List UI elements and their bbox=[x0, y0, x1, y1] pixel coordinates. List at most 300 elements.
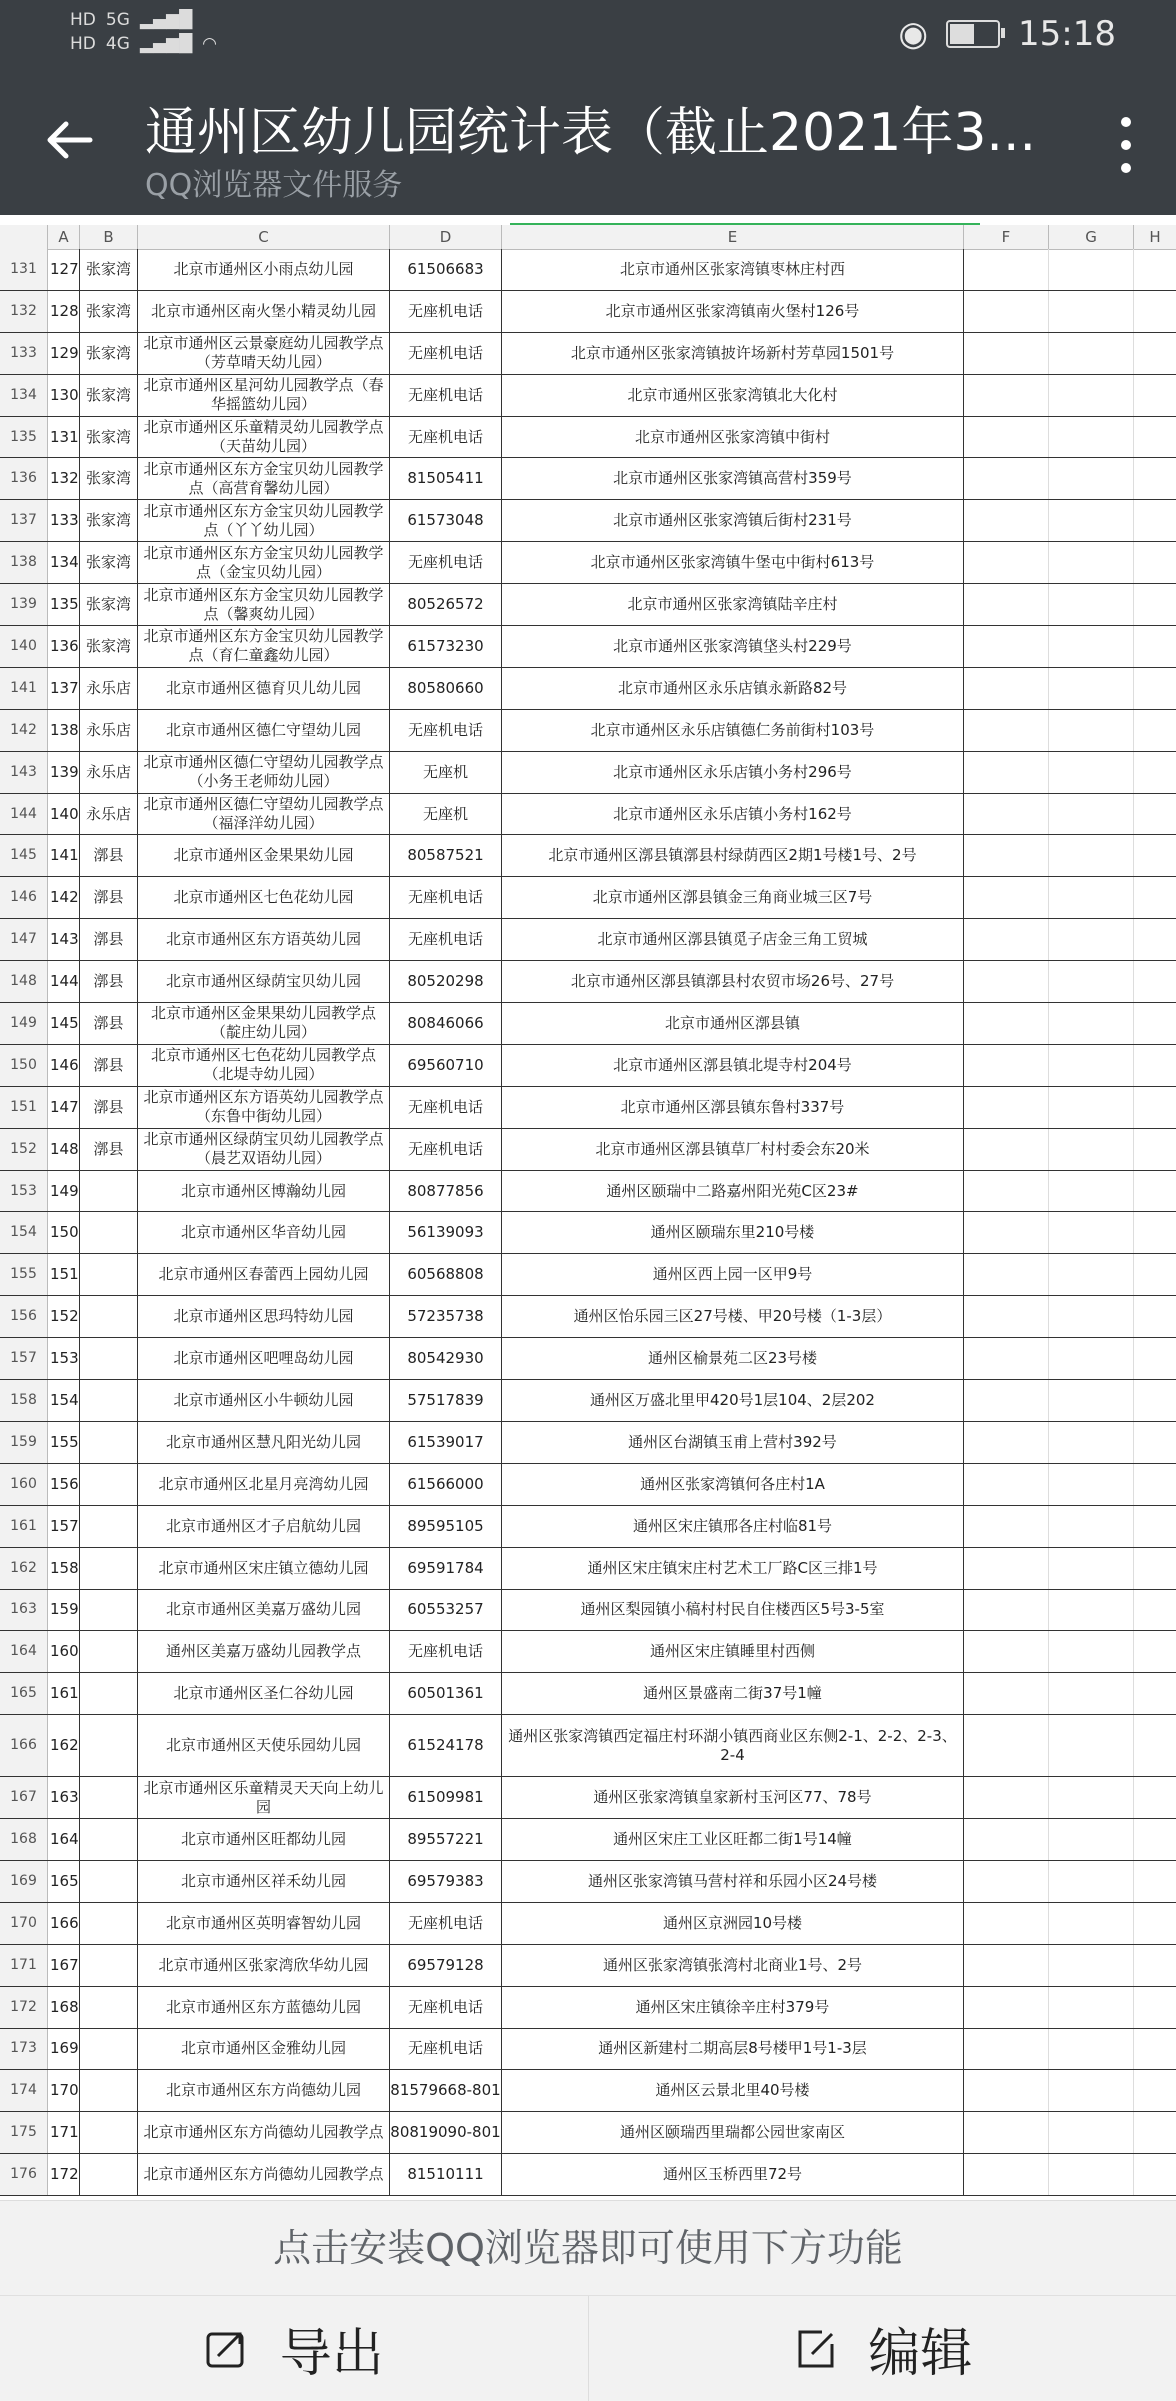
row-header[interactable]: 139 bbox=[0, 584, 48, 625]
cell-c[interactable]: 北京市通州区金果果幼儿园教学点（靛庄幼儿园） bbox=[138, 1003, 390, 1044]
cell-h[interactable] bbox=[1134, 1212, 1176, 1253]
row-header[interactable]: 155 bbox=[0, 1254, 48, 1295]
row-header[interactable]: 158 bbox=[0, 1380, 48, 1421]
cell-c[interactable]: 北京市通州区东方金宝贝幼儿园教学点（丫丫幼儿园） bbox=[138, 500, 390, 541]
table-row[interactable] bbox=[0, 249, 1176, 291]
cell-h[interactable] bbox=[1134, 1422, 1176, 1463]
cell-d[interactable]: 80520298 bbox=[390, 961, 502, 1002]
cell-e[interactable]: 北京市通州区张家湾镇中街村 bbox=[502, 417, 964, 458]
cell-f[interactable] bbox=[964, 1380, 1049, 1421]
export-button[interactable] bbox=[0, 2296, 588, 2401]
row-header[interactable]: 149 bbox=[0, 1003, 48, 1044]
table-row[interactable] bbox=[0, 1861, 1176, 1903]
cell-a[interactable]: 145 bbox=[48, 1003, 80, 1044]
cell-d[interactable]: 61539017 bbox=[390, 1422, 502, 1463]
row-header[interactable]: 157 bbox=[0, 1338, 48, 1379]
cell-g[interactable] bbox=[1049, 1715, 1134, 1776]
cell-e[interactable]: 通州区梨园镇小稿村村民自住楼西区5号3-5室 bbox=[502, 1590, 964, 1631]
cell-d[interactable]: 80580660 bbox=[390, 668, 502, 709]
cell-f[interactable] bbox=[964, 1338, 1049, 1379]
cell-b[interactable] bbox=[80, 1673, 138, 1714]
cell-a[interactable]: 163 bbox=[48, 1777, 80, 1818]
cell-d[interactable]: 57517839 bbox=[390, 1380, 502, 1421]
cell-d[interactable]: 无座机 bbox=[390, 794, 502, 835]
cell-f[interactable] bbox=[964, 1631, 1049, 1672]
row-header[interactable]: 160 bbox=[0, 1464, 48, 1505]
cell-h[interactable] bbox=[1134, 1945, 1176, 1986]
cell-g[interactable] bbox=[1049, 584, 1134, 625]
cell-d[interactable]: 无座机电话 bbox=[390, 919, 502, 960]
table-row[interactable] bbox=[0, 1631, 1176, 1673]
cell-f[interactable] bbox=[964, 375, 1049, 416]
cell-f[interactable] bbox=[964, 1673, 1049, 1714]
cell-b[interactable] bbox=[80, 1819, 138, 1860]
cell-g[interactable] bbox=[1049, 1296, 1134, 1337]
table-row[interactable] bbox=[0, 1380, 1176, 1422]
row-header[interactable]: 170 bbox=[0, 1903, 48, 1944]
cell-b[interactable]: 张家湾 bbox=[80, 333, 138, 374]
cell-e[interactable]: 北京市通州区漷县镇金三角商业城三区7号 bbox=[502, 877, 964, 918]
cell-a[interactable]: 155 bbox=[48, 1422, 80, 1463]
cell-b[interactable]: 漷县 bbox=[80, 1003, 138, 1044]
cell-c[interactable]: 北京市通州区绿荫宝贝幼儿园教学点（晨艺双语幼儿园） bbox=[138, 1129, 390, 1170]
row-header[interactable]: 172 bbox=[0, 1987, 48, 2028]
cell-g[interactable] bbox=[1049, 877, 1134, 918]
table-row[interactable] bbox=[0, 919, 1176, 961]
table-row[interactable] bbox=[0, 1464, 1176, 1506]
cell-h[interactable] bbox=[1134, 835, 1176, 876]
cell-h[interactable] bbox=[1134, 877, 1176, 918]
row-header[interactable]: 154 bbox=[0, 1212, 48, 1253]
row-header[interactable]: 173 bbox=[0, 2029, 48, 2070]
cell-h[interactable] bbox=[1134, 417, 1176, 458]
cell-h[interactable] bbox=[1134, 333, 1176, 374]
cell-h[interactable] bbox=[1134, 1129, 1176, 1170]
table-row[interactable] bbox=[0, 1819, 1176, 1861]
row-header[interactable]: 140 bbox=[0, 626, 48, 667]
cell-d[interactable]: 57235738 bbox=[390, 1296, 502, 1337]
table-row[interactable] bbox=[0, 1945, 1176, 1987]
table-row[interactable] bbox=[0, 1338, 1176, 1380]
cell-d[interactable]: 89595105 bbox=[390, 1506, 502, 1547]
cell-e[interactable]: 北京市通州区张家湾镇披许场新村芳草园1501号 bbox=[502, 333, 964, 374]
cell-g[interactable] bbox=[1049, 835, 1134, 876]
cell-h[interactable] bbox=[1134, 500, 1176, 541]
cell-g[interactable] bbox=[1049, 1987, 1134, 2028]
cell-a[interactable]: 170 bbox=[48, 2070, 80, 2111]
cell-e[interactable]: 北京市通州区漷县镇北堤寺村204号 bbox=[502, 1045, 964, 1086]
row-header[interactable]: 162 bbox=[0, 1548, 48, 1589]
cell-e[interactable]: 北京市通州区漷县镇草厂村村委会东20米 bbox=[502, 1129, 964, 1170]
cell-a[interactable]: 159 bbox=[48, 1590, 80, 1631]
cell-f[interactable] bbox=[964, 333, 1049, 374]
row-header[interactable]: 164 bbox=[0, 1631, 48, 1672]
cell-a[interactable]: 137 bbox=[48, 668, 80, 709]
row-header[interactable]: 142 bbox=[0, 710, 48, 751]
cell-d[interactable]: 60568808 bbox=[390, 1254, 502, 1295]
cell-c[interactable]: 北京市通州区宋庄镇立德幼儿园 bbox=[138, 1548, 390, 1589]
cell-f[interactable] bbox=[964, 626, 1049, 667]
install-banner[interactable]: 点击安装QQ浏览器即可使用下方功能 bbox=[0, 2200, 1176, 2296]
cell-f[interactable] bbox=[964, 1548, 1049, 1589]
cell-a[interactable]: 161 bbox=[48, 1673, 80, 1714]
cell-c[interactable]: 北京市通州区小雨点幼儿园 bbox=[138, 249, 390, 290]
row-header[interactable]: 152 bbox=[0, 1129, 48, 1170]
cell-d[interactable]: 无座机电话 bbox=[390, 1129, 502, 1170]
cell-c[interactable]: 北京市通州区德育贝儿幼儿园 bbox=[138, 668, 390, 709]
cell-b[interactable] bbox=[80, 1903, 138, 1944]
cell-b[interactable] bbox=[80, 1631, 138, 1672]
cell-h[interactable] bbox=[1134, 1380, 1176, 1421]
cell-d[interactable]: 81510111 bbox=[390, 2154, 502, 2195]
table-row[interactable] bbox=[0, 1254, 1176, 1296]
column-header[interactable]: B bbox=[80, 225, 138, 249]
cell-g[interactable] bbox=[1049, 542, 1134, 583]
cell-b[interactable]: 张家湾 bbox=[80, 626, 138, 667]
cell-e[interactable]: 通州区榆景苑二区23号楼 bbox=[502, 1338, 964, 1379]
table-row[interactable] bbox=[0, 333, 1176, 375]
cell-c[interactable]: 北京市通州区七色花幼儿园 bbox=[138, 877, 390, 918]
cell-f[interactable] bbox=[964, 1903, 1049, 1944]
cell-f[interactable] bbox=[964, 2070, 1049, 2111]
cell-c[interactable]: 北京市通州区东方尚德幼儿园教学点 bbox=[138, 2112, 390, 2153]
row-header[interactable]: 134 bbox=[0, 375, 48, 416]
cell-d[interactable]: 无座机 bbox=[390, 752, 502, 793]
cell-b[interactable] bbox=[80, 1506, 138, 1547]
cell-b[interactable]: 漷县 bbox=[80, 1129, 138, 1170]
cell-e[interactable]: 通州区景盛南二街37号1幢 bbox=[502, 1673, 964, 1714]
cell-a[interactable]: 141 bbox=[48, 835, 80, 876]
cell-b[interactable] bbox=[80, 1777, 138, 1818]
cell-f[interactable] bbox=[964, 1777, 1049, 1818]
cell-g[interactable] bbox=[1049, 1338, 1134, 1379]
cell-c[interactable]: 北京市通州区德仁守望幼儿园教学点（小务王老师幼儿园） bbox=[138, 752, 390, 793]
cell-f[interactable] bbox=[964, 668, 1049, 709]
cell-g[interactable] bbox=[1049, 626, 1134, 667]
cell-b[interactable] bbox=[80, 1464, 138, 1505]
cell-h[interactable] bbox=[1134, 1631, 1176, 1672]
cell-e[interactable]: 北京市通州区永乐店镇德仁务前街村103号 bbox=[502, 710, 964, 751]
cell-d[interactable]: 无座机电话 bbox=[390, 2029, 502, 2070]
cell-b[interactable] bbox=[80, 2154, 138, 2195]
table-row[interactable] bbox=[0, 668, 1176, 710]
table-row[interactable] bbox=[0, 752, 1176, 794]
cell-b[interactable]: 永乐店 bbox=[80, 752, 138, 793]
table-row[interactable] bbox=[0, 1548, 1176, 1590]
cell-e[interactable]: 通州区新建村二期高层8号楼甲1号1-3层 bbox=[502, 2029, 964, 2070]
cell-e[interactable]: 通州区西上园一区甲9号 bbox=[502, 1254, 964, 1295]
cell-e[interactable]: 通州区宋庄镇宋庄村艺术工厂路C区三排1号 bbox=[502, 1548, 964, 1589]
cell-a[interactable]: 160 bbox=[48, 1631, 80, 1672]
cell-c[interactable]: 北京市通州区张家湾欣华幼儿园 bbox=[138, 1945, 390, 1986]
cell-d[interactable]: 无座机电话 bbox=[390, 1987, 502, 2028]
cell-b[interactable] bbox=[80, 1861, 138, 1902]
cell-g[interactable] bbox=[1049, 2070, 1134, 2111]
cell-c[interactable]: 北京市通州区德仁守望幼儿园 bbox=[138, 710, 390, 751]
cell-f[interactable] bbox=[964, 1945, 1049, 1986]
cell-e[interactable]: 北京市通州区漷县镇觅子店金三角工贸城 bbox=[502, 919, 964, 960]
cell-g[interactable] bbox=[1049, 333, 1134, 374]
column-header[interactable]: A bbox=[48, 225, 80, 249]
cell-d[interactable]: 无座机电话 bbox=[390, 1087, 502, 1128]
cell-g[interactable] bbox=[1049, 1087, 1134, 1128]
cell-c[interactable]: 北京市通州区春蕾西上园幼儿园 bbox=[138, 1254, 390, 1295]
table-row[interactable] bbox=[0, 794, 1176, 836]
table-row[interactable] bbox=[0, 291, 1176, 333]
cell-b[interactable]: 永乐店 bbox=[80, 668, 138, 709]
cell-e[interactable]: 北京市通州区漷县镇漷县村绿荫西区2期1号楼1号、2号 bbox=[502, 835, 964, 876]
cell-d[interactable]: 80526572 bbox=[390, 584, 502, 625]
table-row[interactable] bbox=[0, 710, 1176, 752]
cell-h[interactable] bbox=[1134, 458, 1176, 499]
more-menu-button[interactable] bbox=[1116, 110, 1136, 180]
cell-d[interactable]: 无座机电话 bbox=[390, 542, 502, 583]
row-header[interactable]: 137 bbox=[0, 500, 48, 541]
column-header[interactable]: G bbox=[1049, 225, 1134, 249]
cell-b[interactable]: 张家湾 bbox=[80, 375, 138, 416]
row-header[interactable]: 135 bbox=[0, 417, 48, 458]
cell-c[interactable]: 北京市通州区小牛顿幼儿园 bbox=[138, 1380, 390, 1421]
table-row[interactable] bbox=[0, 1715, 1176, 1777]
cell-c[interactable]: 北京市通州区祥禾幼儿园 bbox=[138, 1861, 390, 1902]
table-row[interactable] bbox=[0, 1673, 1176, 1715]
cell-a[interactable]: 146 bbox=[48, 1045, 80, 1086]
cell-f[interactable] bbox=[964, 1506, 1049, 1547]
cell-h[interactable] bbox=[1134, 1506, 1176, 1547]
row-header[interactable]: 159 bbox=[0, 1422, 48, 1463]
cell-h[interactable] bbox=[1134, 752, 1176, 793]
cell-b[interactable] bbox=[80, 1590, 138, 1631]
cell-c[interactable]: 北京市通州区英明睿智幼儿园 bbox=[138, 1903, 390, 1944]
cell-f[interactable] bbox=[964, 1422, 1049, 1463]
row-header[interactable]: 148 bbox=[0, 961, 48, 1002]
cell-a[interactable]: 172 bbox=[48, 2154, 80, 2195]
cell-g[interactable] bbox=[1049, 458, 1134, 499]
cell-g[interactable] bbox=[1049, 919, 1134, 960]
cell-g[interactable] bbox=[1049, 961, 1134, 1002]
cell-c[interactable]: 北京市通州区乐童精灵幼儿园教学点（天苗幼儿园） bbox=[138, 417, 390, 458]
cell-h[interactable] bbox=[1134, 1003, 1176, 1044]
cell-c[interactable]: 北京市通州区南火堡小精灵幼儿园 bbox=[138, 291, 390, 332]
cell-f[interactable] bbox=[964, 417, 1049, 458]
back-button[interactable] bbox=[40, 110, 100, 170]
cell-h[interactable] bbox=[1134, 710, 1176, 751]
cell-a[interactable]: 129 bbox=[48, 333, 80, 374]
table-row[interactable] bbox=[0, 1506, 1176, 1548]
cell-d[interactable]: 无座机电话 bbox=[390, 1631, 502, 1672]
cell-a[interactable]: 157 bbox=[48, 1506, 80, 1547]
table-row[interactable] bbox=[0, 2029, 1176, 2071]
cell-h[interactable] bbox=[1134, 2154, 1176, 2195]
cell-g[interactable] bbox=[1049, 668, 1134, 709]
cell-g[interactable] bbox=[1049, 1003, 1134, 1044]
cell-b[interactable] bbox=[80, 2112, 138, 2153]
cell-d[interactable]: 81579668-801 bbox=[390, 2070, 502, 2111]
cell-h[interactable] bbox=[1134, 1903, 1176, 1944]
cell-a[interactable]: 165 bbox=[48, 1861, 80, 1902]
cell-b[interactable]: 漷县 bbox=[80, 835, 138, 876]
cell-f[interactable] bbox=[964, 1254, 1049, 1295]
cell-a[interactable]: 166 bbox=[48, 1903, 80, 1944]
cell-b[interactable]: 张家湾 bbox=[80, 500, 138, 541]
cell-d[interactable]: 无座机电话 bbox=[390, 877, 502, 918]
row-header[interactable]: 150 bbox=[0, 1045, 48, 1086]
cell-e[interactable]: 北京市通州区张家湾镇后街村231号 bbox=[502, 500, 964, 541]
cell-g[interactable] bbox=[1049, 1129, 1134, 1170]
cell-a[interactable]: 162 bbox=[48, 1715, 80, 1776]
cell-b[interactable] bbox=[80, 1212, 138, 1253]
cell-a[interactable]: 171 bbox=[48, 2112, 80, 2153]
cell-g[interactable] bbox=[1049, 1212, 1134, 1253]
cell-g[interactable] bbox=[1049, 1464, 1134, 1505]
cell-f[interactable] bbox=[964, 500, 1049, 541]
cell-a[interactable]: 149 bbox=[48, 1171, 80, 1212]
cell-d[interactable]: 61524178 bbox=[390, 1715, 502, 1776]
cell-f[interactable] bbox=[964, 835, 1049, 876]
cell-h[interactable] bbox=[1134, 1171, 1176, 1212]
cell-c[interactable]: 北京市通州区乐童精灵天天向上幼儿园 bbox=[138, 1777, 390, 1818]
cell-b[interactable] bbox=[80, 1548, 138, 1589]
cell-g[interactable] bbox=[1049, 1777, 1134, 1818]
spreadsheet[interactable] bbox=[0, 225, 1176, 2200]
cell-c[interactable]: 北京市通州区东方蓝德幼儿园 bbox=[138, 1987, 390, 2028]
cell-d[interactable]: 61506683 bbox=[390, 249, 502, 290]
cell-d[interactable]: 69560710 bbox=[390, 1045, 502, 1086]
cell-a[interactable]: 151 bbox=[48, 1254, 80, 1295]
cell-h[interactable] bbox=[1134, 1338, 1176, 1379]
cell-b[interactable]: 张家湾 bbox=[80, 249, 138, 290]
cell-f[interactable] bbox=[964, 1171, 1049, 1212]
cell-c[interactable]: 北京市通州区旺都幼儿园 bbox=[138, 1819, 390, 1860]
cell-h[interactable] bbox=[1134, 1254, 1176, 1295]
cell-f[interactable] bbox=[964, 961, 1049, 1002]
cell-c[interactable]: 北京市通州区东方金宝贝幼儿园教学点（高营育馨幼儿园） bbox=[138, 458, 390, 499]
cell-g[interactable] bbox=[1049, 1903, 1134, 1944]
cell-g[interactable] bbox=[1049, 1673, 1134, 1714]
cell-a[interactable]: 142 bbox=[48, 877, 80, 918]
cell-g[interactable] bbox=[1049, 1380, 1134, 1421]
cell-b[interactable] bbox=[80, 1171, 138, 1212]
row-header[interactable]: 145 bbox=[0, 835, 48, 876]
table-row[interactable] bbox=[0, 2112, 1176, 2154]
row-header[interactable]: 146 bbox=[0, 877, 48, 918]
cell-h[interactable] bbox=[1134, 961, 1176, 1002]
cell-g[interactable] bbox=[1049, 249, 1134, 290]
cell-d[interactable]: 56139093 bbox=[390, 1212, 502, 1253]
table-row[interactable] bbox=[0, 542, 1176, 584]
cell-c[interactable]: 北京市通州区华音幼儿园 bbox=[138, 1212, 390, 1253]
table-row[interactable] bbox=[0, 626, 1176, 668]
table-row[interactable] bbox=[0, 1045, 1176, 1087]
cell-g[interactable] bbox=[1049, 1254, 1134, 1295]
cell-b[interactable]: 张家湾 bbox=[80, 542, 138, 583]
row-header[interactable]: 138 bbox=[0, 542, 48, 583]
cell-c[interactable]: 北京市通州区东方金宝贝幼儿园教学点（育仁童鑫幼儿园） bbox=[138, 626, 390, 667]
cell-h[interactable] bbox=[1134, 249, 1176, 290]
cell-b[interactable] bbox=[80, 2070, 138, 2111]
cell-f[interactable] bbox=[964, 1212, 1049, 1253]
cell-c[interactable]: 北京市通州区七色花幼儿园教学点（北堤寺幼儿园） bbox=[138, 1045, 390, 1086]
cell-f[interactable] bbox=[964, 1045, 1049, 1086]
table-row[interactable] bbox=[0, 1590, 1176, 1632]
cell-h[interactable] bbox=[1134, 1296, 1176, 1337]
cell-b[interactable] bbox=[80, 1296, 138, 1337]
cell-e[interactable]: 北京市通州区永乐店镇小务村296号 bbox=[502, 752, 964, 793]
row-header[interactable]: 131 bbox=[0, 249, 48, 290]
cell-e[interactable]: 通州区台湖镇玉甫上营村392号 bbox=[502, 1422, 964, 1463]
cell-g[interactable] bbox=[1049, 1171, 1134, 1212]
row-header[interactable]: 132 bbox=[0, 291, 48, 332]
cell-h[interactable] bbox=[1134, 291, 1176, 332]
cell-f[interactable] bbox=[964, 458, 1049, 499]
cell-d[interactable]: 80819090-801 bbox=[390, 2112, 502, 2153]
cell-a[interactable]: 167 bbox=[48, 1945, 80, 1986]
table-row[interactable] bbox=[0, 1171, 1176, 1213]
cell-b[interactable]: 永乐店 bbox=[80, 710, 138, 751]
cell-d[interactable]: 89557221 bbox=[390, 1819, 502, 1860]
cell-a[interactable]: 148 bbox=[48, 1129, 80, 1170]
cell-a[interactable]: 131 bbox=[48, 417, 80, 458]
cell-g[interactable] bbox=[1049, 2154, 1134, 2195]
row-header[interactable]: 171 bbox=[0, 1945, 48, 1986]
row-header[interactable]: 147 bbox=[0, 919, 48, 960]
cell-d[interactable]: 60553257 bbox=[390, 1590, 502, 1631]
cell-b[interactable]: 漷县 bbox=[80, 877, 138, 918]
column-header[interactable]: F bbox=[964, 225, 1049, 249]
cell-c[interactable]: 北京市通州区绿荫宝贝幼儿园 bbox=[138, 961, 390, 1002]
cell-c[interactable]: 北京市通州区北星月亮湾幼儿园 bbox=[138, 1464, 390, 1505]
cell-e[interactable]: 北京市通州区张家湾镇南火堡村126号 bbox=[502, 291, 964, 332]
table-row[interactable] bbox=[0, 1003, 1176, 1045]
cell-d[interactable]: 无座机电话 bbox=[390, 291, 502, 332]
row-header[interactable]: 166 bbox=[0, 1715, 48, 1776]
cell-e[interactable]: 北京市通州区漷县镇东鲁村337号 bbox=[502, 1087, 964, 1128]
cell-f[interactable] bbox=[964, 1590, 1049, 1631]
cell-c[interactable]: 北京市通州区金果果幼儿园 bbox=[138, 835, 390, 876]
cell-a[interactable]: 140 bbox=[48, 794, 80, 835]
cell-g[interactable] bbox=[1049, 1631, 1134, 1672]
cell-d[interactable]: 80542930 bbox=[390, 1338, 502, 1379]
cell-a[interactable]: 153 bbox=[48, 1338, 80, 1379]
row-header[interactable]: 169 bbox=[0, 1861, 48, 1902]
cell-e[interactable]: 北京市通州区张家湾镇牛堡屯中街村613号 bbox=[502, 542, 964, 583]
cell-b[interactable]: 漷县 bbox=[80, 961, 138, 1002]
cell-a[interactable]: 132 bbox=[48, 458, 80, 499]
table-row[interactable] bbox=[0, 1296, 1176, 1338]
table-row[interactable] bbox=[0, 1129, 1176, 1171]
cell-f[interactable] bbox=[964, 752, 1049, 793]
cell-a[interactable]: 158 bbox=[48, 1548, 80, 1589]
cell-d[interactable]: 80846066 bbox=[390, 1003, 502, 1044]
cell-c[interactable]: 北京市通州区吧哩岛幼儿园 bbox=[138, 1338, 390, 1379]
cell-c[interactable]: 北京市通州区东方尚德幼儿园 bbox=[138, 2070, 390, 2111]
cell-c[interactable]: 北京市通州区圣仁谷幼儿园 bbox=[138, 1673, 390, 1714]
cell-d[interactable]: 80877856 bbox=[390, 1171, 502, 1212]
cell-d[interactable]: 69579128 bbox=[390, 1945, 502, 1986]
cell-d[interactable]: 无座机电话 bbox=[390, 417, 502, 458]
cell-b[interactable]: 漷县 bbox=[80, 1087, 138, 1128]
cell-e[interactable]: 通州区万盛北里甲420号1层104、2层202 bbox=[502, 1380, 964, 1421]
cell-g[interactable] bbox=[1049, 417, 1134, 458]
cell-c[interactable]: 北京市通州区美嘉万盛幼儿园 bbox=[138, 1590, 390, 1631]
cell-d[interactable]: 61566000 bbox=[390, 1464, 502, 1505]
cell-h[interactable] bbox=[1134, 1464, 1176, 1505]
cell-e[interactable]: 北京市通州区漷县镇漷县村农贸市场26号、27号 bbox=[502, 961, 964, 1002]
cell-c[interactable]: 北京市通州区东方语英幼儿园 bbox=[138, 919, 390, 960]
column-header[interactable]: C bbox=[138, 225, 390, 249]
cell-h[interactable] bbox=[1134, 1715, 1176, 1776]
cell-b[interactable]: 漷县 bbox=[80, 919, 138, 960]
